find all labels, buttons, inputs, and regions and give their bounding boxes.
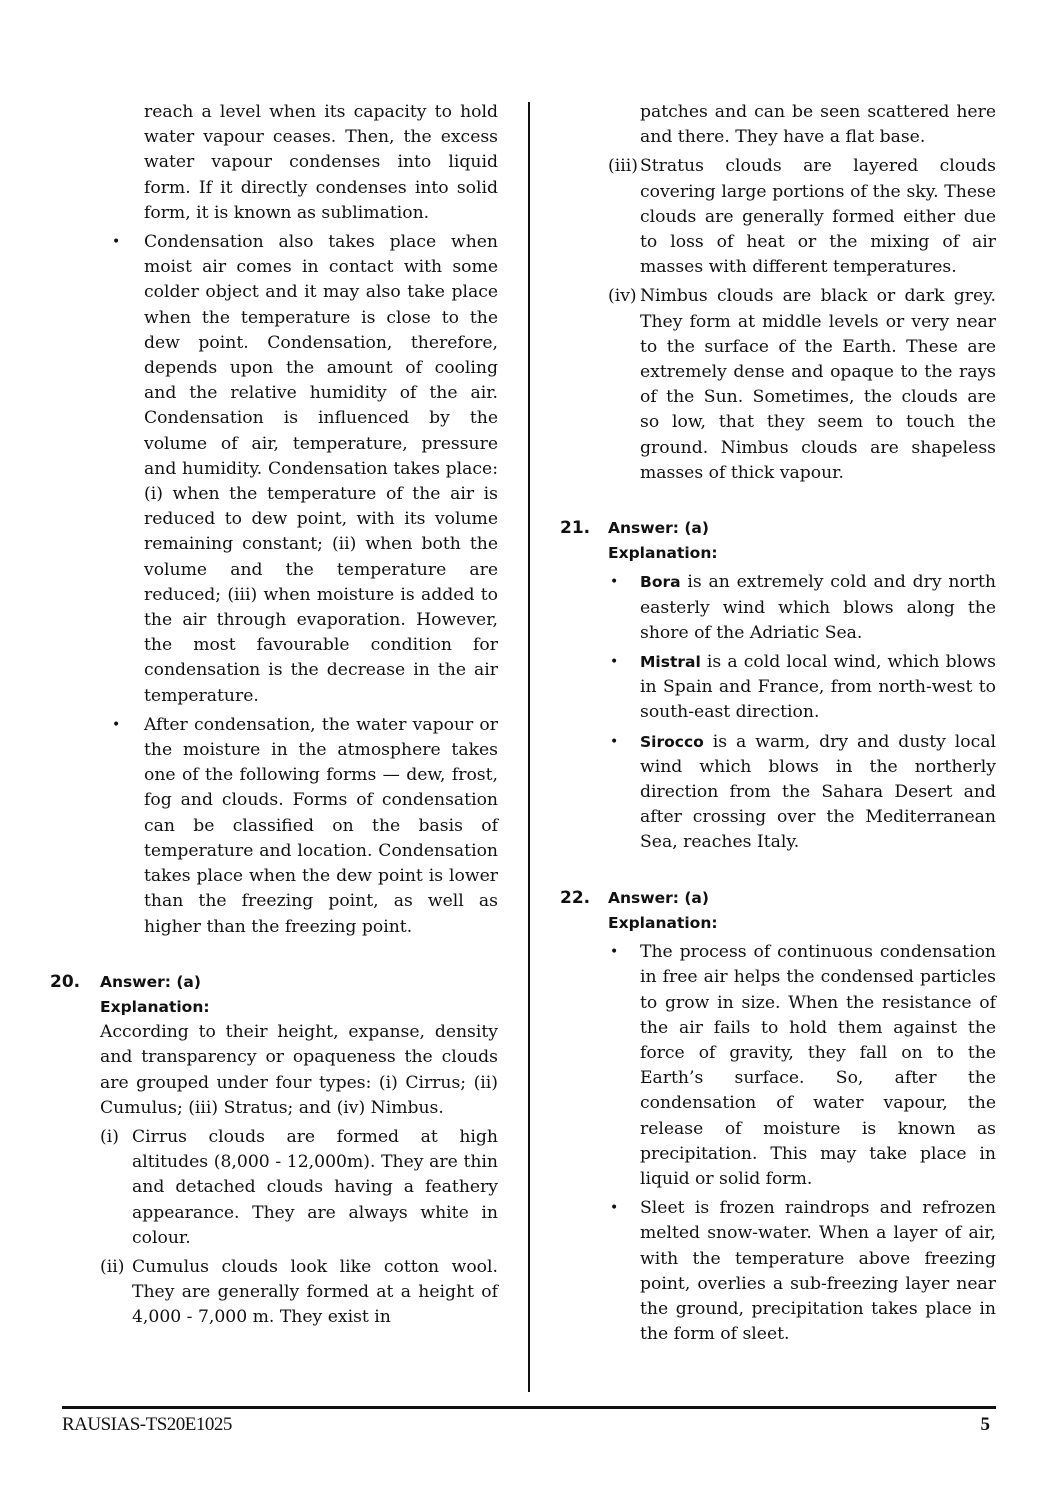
bullet-item [560,940,996,1192]
wind-term: Bora [640,573,681,592]
question-number: 22. [560,887,591,908]
roman-text: Stratus clouds are layered clouds covering large portions of the sky. These clouds are generally formed either due to loss of heat or the mixing of air masses with different temperatures. [640,156,996,278]
bullet-text: After condensation, the water vapour or the moisture in the atmosphere takes one of the following forms — dew, frost, fog and clouds. Forms of condensation can be classified on the basis of temperature and location. Condensation takes place when the dew point is lower than the freezing point, as well as higher than the freezing point. [144,714,498,937]
roman-number: (iv) [608,286,637,307]
bullet-icon: • [610,654,619,671]
bullet-icon: • [112,234,121,251]
bullet-icon: • [610,1200,619,1217]
explanation-intro: According to their height, expanse, density and transparency or opaqueness the clouds are grouped under four types: (i) Cirrus; (ii) Cumulus; (iii) Stratus; and (iv) Nimbus. [100,1022,498,1118]
bullet-item [560,570,996,646]
question-number: 20. [50,971,81,992]
bullet-text: Condensation also takes place when moist air comes in contact with some colder object and it may also take place when the temperature is close to the dew point. Condensation, therefore, depends upon the amount of cooling and the relative humidity of the air. Condensation is influenced by the volume of air, temperature, pressure and humidity. Condensation takes place: (i) when the temperature of the air is reduced to dew point, with its volume remaining constant; (ii) when both the volume and the temperature are reduced; (iii) when moisture is added to the air through evaporation. However, the most favourable condition for condensation is the decrease in the air temperature. [144,232,498,706]
roman-number: (i) [100,1126,119,1147]
footer-rule [62,1406,996,1409]
wind-term: Mistral [640,653,701,672]
bullet-item [560,650,996,726]
bullet-text: is a warm, dry and dusty local wind which blows in the northerly direction from the Sahara Desert and after crossing over the Mediterranean Sea, reaches Italy. [640,731,996,853]
bullet-text: The process of continuous condensation in free air helps the condensed particles to grow in size. When the resistance of the air fails to hold them against the force of gravity, they fall on to the Earth’s surface. So, after the condensation of water vapour, the release of moisture is known as precipitation. This may take place in liquid or solid form. [640,942,996,1189]
explanation-label: Explanation: [608,544,718,563]
question-22 [560,886,996,1348]
roman-number: (ii) [100,1256,125,1277]
left-column [50,100,498,1331]
bullet-item [62,230,498,709]
answer-label: Answer: (a) [608,519,709,538]
bullet-item [62,713,498,940]
roman-text: Cumulus clouds look like cotton wool. They are generally formed at a height of 4,000 - 7,000 m. They exist in [132,1256,498,1328]
roman-text: Cirrus clouds are formed at high altitudes (8,000 - 12,000m). They are thin and detached clouds having a feathery appearance. They are always white in colour. [132,1126,498,1248]
question-header [50,970,498,995]
bullet-icon: • [112,716,121,733]
column-divider [528,102,530,1392]
question-header [560,516,996,541]
roman-item [100,1125,498,1251]
document-code: RAUSIAS-TS20E1025 [62,1414,232,1435]
question-21 [560,516,996,856]
explanation-label: Explanation: [608,913,718,932]
roman-number: (iii) [608,156,638,177]
bullet-item [560,1196,996,1347]
bullet-text: is a cold local wind, which blows in Spain and France, from north-west to south-east direction. [640,652,996,723]
bullet-icon: • [610,733,619,750]
explanation-label: Explanation: [100,997,210,1016]
wind-term: Sirocco [640,732,704,751]
roman-text: Nimbus clouds are black or dark grey. They form at middle levels or very near to the surface of the Earth. These are extremely dense and opaque to the rays of the Sun. Sometimes, the clouds are so low, that they seem to touch the ground. Nimbus clouds are shapeless masses of thick vapour. [640,286,996,483]
roman-item [100,1255,498,1331]
question-header [560,886,996,911]
right-column [560,100,996,1347]
roman-item [560,154,996,280]
answer-label: Answer: (a) [608,888,709,907]
question-20 [50,970,498,1331]
continuation-paragraph: reach a level when its capacity to hold water vapour ceases. Then, the excess water vapour condenses into liquid form. If it directly condenses into solid form, it is known as sublimation. [144,102,498,223]
bullet-text: is an extremely cold and dry north easterly wind which blows along the shore of the Adriatic Sea. [640,572,996,643]
bullet-icon: • [610,574,619,591]
bullet-item [560,730,996,856]
roman-item [560,284,996,486]
explanation-body [50,1020,498,1330]
continuation-paragraph: patches and can be seen scattered here and there. They have a flat base. [640,102,996,148]
answer-label: Answer: (a) [100,972,201,991]
page-number: 5 [980,1414,990,1435]
bullet-icon: • [610,944,619,961]
bullet-text: Sleet is frozen raindrops and refrozen melted snow-water. When a layer of air, with the temperature above freezing point, overlies a sub-freezing layer near the ground, precipitation takes place in the form of sleet. [640,1198,996,1345]
question-number: 21. [560,518,591,539]
